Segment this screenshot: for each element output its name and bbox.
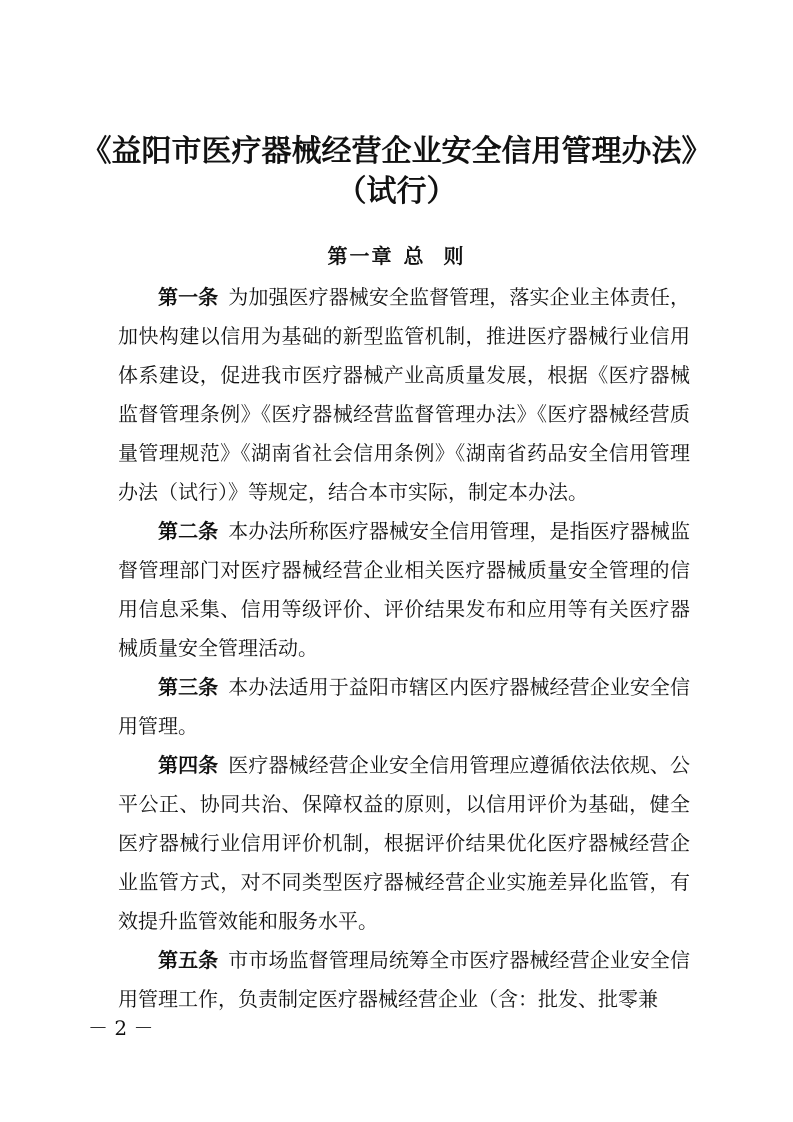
document-title: 《益阳市医疗器械经营企业安全信用管理办法》	[81, 134, 712, 169]
document-subtitle: （试行）	[336, 174, 457, 209]
article-2	[118, 512, 690, 668]
article-heading: 第二条	[158, 519, 219, 543]
article-text: 为加强医疗器械安全监督管理，落实企业主体责任，加快构建以信用为基础的新型监管机制，推进医疗器械行业信用体系建设，促进我市医疗器械产业高质量发展，根据《医疗器械监督管理条例》《医疗器械经营监督管理办法》《医疗器械经营质量管理规范》《湖南省社会信用条例》《湖南省药品安全信用管理办法（试行）》等规定，结合本市实际，制定本办法。	[118, 285, 691, 504]
article-text: 市市场监督管理局统筹全市医疗器械经营企业安全信用管理工作，负责制定医疗器械经营企业（含：批发、批零兼	[118, 948, 691, 1011]
article-text: 本办法所称医疗器械安全信用管理，是指医疗器械监督管理部门对医疗器械经营企业相关医疗器械质量安全管理的信用信息采集、信用等级评价、评价结果发布和应用等有关医疗器械质量安全管理活动。	[118, 519, 691, 660]
article-4	[118, 746, 690, 941]
article-1	[118, 278, 690, 512]
article-heading: 第一条	[158, 285, 219, 309]
article-heading: 第五条	[158, 948, 219, 972]
article-3	[118, 668, 690, 746]
article-text: 医疗器械经营企业安全信用管理应遵循依法依规、公平公正、协同共治、保障权益的原则，以信用评价为基础，健全医疗器械行业信用评价机制，根据评价结果优化医疗器械经营企业监管方式，对不同类型医疗器械经营企业实施差异化监管，有效提升监管效能和服务水平。	[118, 753, 691, 933]
article-text: 本办法适用于益阳市辖区内医疗器械经营企业安全信用管理。	[118, 675, 691, 738]
chapter-name: 总 则	[403, 244, 466, 268]
article-5	[118, 941, 690, 1019]
article-heading: 第四条	[158, 753, 219, 777]
article-heading: 第三条	[158, 675, 219, 699]
chapter-label: 第一章	[327, 244, 394, 268]
document-body	[118, 278, 690, 1019]
chapter-heading	[0, 240, 793, 269]
page-number: － 2 －	[88, 1016, 154, 1040]
